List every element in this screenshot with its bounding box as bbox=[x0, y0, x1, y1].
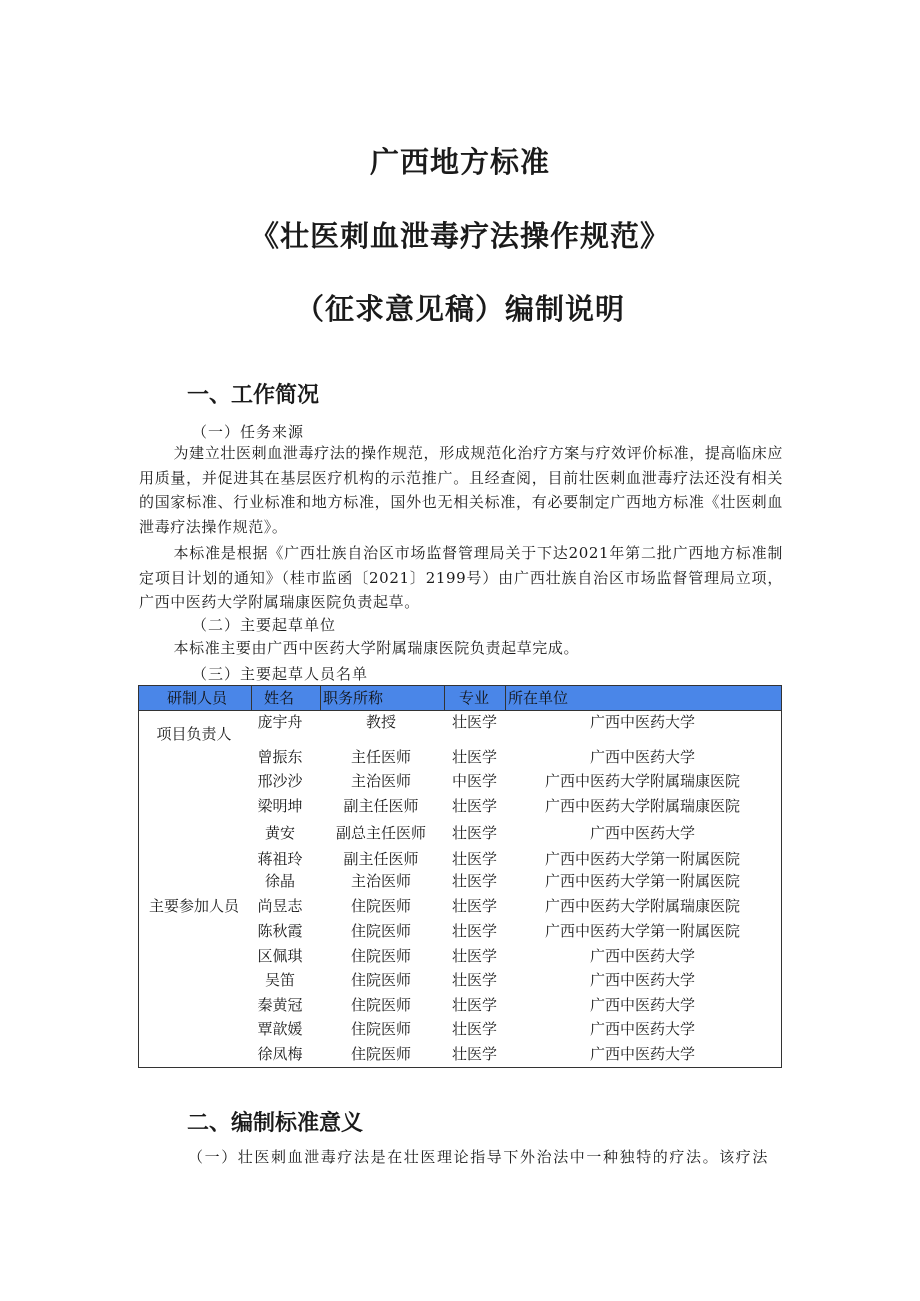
table-row bbox=[139, 968, 781, 992]
cell-org: 广西中医药大学附属瑞康医院 bbox=[544, 772, 740, 790]
table-row bbox=[139, 919, 781, 943]
cell-major: 壮医学 bbox=[451, 922, 497, 940]
cell-title: 住院医师 bbox=[350, 971, 411, 989]
cell-major: 壮医学 bbox=[451, 850, 497, 868]
cell-title: 教授 bbox=[365, 713, 396, 731]
cell-org: 广西中医药大学 bbox=[589, 947, 695, 965]
cell-name: 区佩琪 bbox=[257, 947, 303, 965]
table-row bbox=[139, 1017, 781, 1041]
table-row bbox=[139, 821, 781, 845]
cell-major: 壮医学 bbox=[451, 872, 497, 890]
cell-title: 副主任医师 bbox=[343, 850, 419, 868]
cell-org: 广西中医药大学 bbox=[589, 713, 695, 731]
cell-title: 住院医师 bbox=[350, 996, 411, 1014]
cell-name: 徐凤梅 bbox=[257, 1045, 303, 1063]
cell-title: 住院医师 bbox=[350, 922, 411, 940]
cell-org: 广西中医药大学 bbox=[589, 971, 695, 989]
cell-org: 广西中医药大学第一附属医院 bbox=[544, 872, 740, 890]
section1-sub1: （一）任务来源 bbox=[192, 423, 305, 441]
cell-title: 住院医师 bbox=[350, 947, 411, 965]
header-org: 所在单位 bbox=[508, 689, 569, 707]
cell-major: 壮医学 bbox=[451, 824, 497, 842]
header-role: 研制人员 bbox=[139, 686, 252, 710]
doc-title-line1: 广西地方标准 bbox=[369, 145, 550, 179]
cell-name: 庞宇舟 bbox=[257, 713, 303, 731]
cell-title: 主任医师 bbox=[350, 748, 411, 766]
table-row bbox=[139, 847, 781, 871]
section1-heading: 一、工作简况 bbox=[187, 383, 320, 408]
section1-para2: 本标准是根据《广西壮族自治区市场监督管理局关于下达2021年第二批广西地方标准制定项目计划的通知》（桂市监函〔2021〕2199号）由广西壮族自治区市场监督管理局立项，广西中医药大学附属瑞康医院负责起草。 bbox=[139, 544, 783, 611]
cell-name: 秦黄冠 bbox=[257, 996, 303, 1014]
role-leader: 项目负责人 bbox=[156, 725, 232, 743]
cell-org: 广西中医药大学第一附属医院 bbox=[544, 922, 740, 940]
table-row bbox=[139, 794, 781, 818]
cell-name: 梁明坤 bbox=[257, 797, 303, 815]
section1-para3: 本标准主要由广西中医药大学附属瑞康医院负责起草完成。 bbox=[173, 639, 580, 657]
cell-major: 壮医学 bbox=[451, 971, 497, 989]
cell-major: 壮医学 bbox=[451, 748, 497, 766]
cell-major: 壮医学 bbox=[451, 797, 497, 815]
table-row bbox=[139, 869, 781, 893]
cell-org: 广西中医药大学附属瑞康医院 bbox=[544, 897, 740, 915]
table-row bbox=[139, 745, 781, 769]
cell-name: 蒋祖玲 bbox=[257, 850, 303, 868]
cell-major: 壮医学 bbox=[451, 1020, 497, 1038]
table-row bbox=[139, 710, 781, 734]
cell-title: 主治医师 bbox=[350, 872, 411, 890]
doc-title-line2: 《壮医刺血泄毒疗法操作规范》 bbox=[249, 219, 670, 253]
cell-major: 壮医学 bbox=[451, 897, 497, 915]
cell-name: 黄安 bbox=[264, 824, 295, 842]
cell-major: 壮医学 bbox=[451, 947, 497, 965]
cell-name: 曾振东 bbox=[257, 748, 303, 766]
cell-major: 中医学 bbox=[451, 772, 497, 790]
table-header-row bbox=[139, 686, 781, 711]
cell-title: 住院医师 bbox=[350, 1045, 411, 1063]
table-row bbox=[139, 993, 781, 1017]
section1-sub3: （三）主要起草人员名单 bbox=[192, 665, 369, 683]
cell-org: 广西中医药大学 bbox=[589, 1045, 695, 1063]
doc-title-line3: （征求意见稿）编制说明 bbox=[294, 292, 625, 326]
table-row bbox=[139, 944, 781, 968]
cell-org: 广西中医药大学 bbox=[589, 996, 695, 1014]
section1-sub2: （二）主要起草单位 bbox=[192, 616, 337, 634]
header-major: 专业 bbox=[445, 686, 506, 710]
table-row bbox=[139, 1042, 781, 1066]
cell-major: 壮医学 bbox=[451, 996, 497, 1014]
cell-org: 广西中医药大学附属瑞康医院 bbox=[544, 797, 740, 815]
cell-title: 副总主任医师 bbox=[335, 824, 426, 842]
cell-title: 住院医师 bbox=[350, 1020, 411, 1038]
cell-name: 徐晶 bbox=[264, 872, 295, 890]
cell-major: 壮医学 bbox=[451, 713, 497, 731]
cell-title: 主治医师 bbox=[350, 772, 411, 790]
cell-org: 广西中医药大学 bbox=[589, 824, 695, 842]
staff-table bbox=[138, 685, 782, 1068]
cell-name: 吴笛 bbox=[264, 971, 295, 989]
cell-org: 广西中医药大学第一附属医院 bbox=[544, 850, 740, 868]
cell-name: 邢沙沙 bbox=[257, 772, 303, 790]
section2-para1: （一）壮医刺血泄毒疗法是在壮医理论指导下外治法中一种独特的疗法。该疗法 bbox=[188, 1148, 770, 1166]
cell-name: 陈秋霞 bbox=[257, 922, 303, 940]
cell-title: 副主任医师 bbox=[343, 797, 419, 815]
section2-heading: 二、编制标准意义 bbox=[187, 1111, 364, 1136]
role-members: 主要参加人员 bbox=[148, 897, 239, 915]
cell-name: 尚昱志 bbox=[257, 897, 303, 915]
header-name: 姓名 bbox=[252, 686, 321, 710]
table-row bbox=[139, 894, 781, 918]
cell-org: 广西中医药大学 bbox=[589, 1020, 695, 1038]
cell-title: 住院医师 bbox=[350, 897, 411, 915]
header-title: 职务所称 bbox=[321, 686, 445, 710]
cell-name: 覃歆媛 bbox=[257, 1020, 303, 1038]
section1-para1: 为建立壮医刺血泄毒疗法的操作规范，形成规范化治疗方案与疗效评价标准，提高临床应用质量，并促进其在基层医疗机构的示范推广。且经查阅，目前壮医刺血泄毒疗法还没有相关的国家标准、行业标准和地方标准，国外也无相关标准，有必要制定广西地方标准《壮医刺血泄毒疗法操作规范》。 bbox=[139, 444, 783, 536]
cell-major: 壮医学 bbox=[451, 1045, 497, 1063]
cell-org: 广西中医药大学 bbox=[589, 748, 695, 766]
table-row bbox=[139, 769, 781, 793]
